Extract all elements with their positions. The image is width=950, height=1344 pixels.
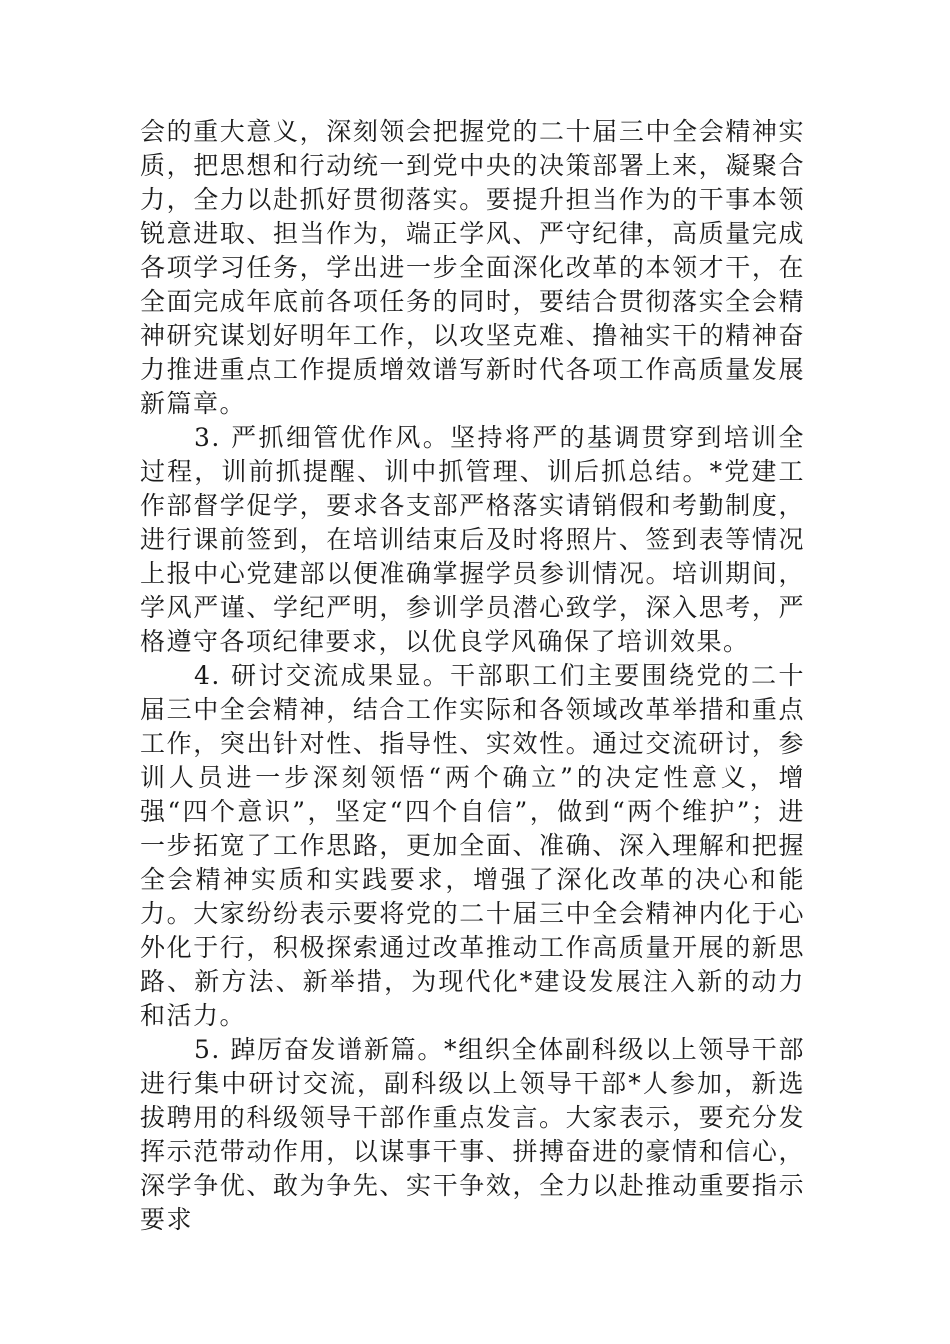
paragraph-section-5: 5. 踔厉奋发谱新篇。*组织全体副科级以上领导干部进行集中研讨交流，副科级以上领导干部*人参加，新选拔聘用的科级领导干部作重点发言。大家表示，要充分发挥示范带动作用，以谋事干事、拼搏奋进的豪情和信心，深学争优、敢为争先、实干争效，全力以赴推动重要指示要求 (140, 1035, 805, 1234)
paragraph-section-4: 4. 研讨交流成果显。干部职工们主要围绕党的二十届三中全会精神，结合工作实际和各领域改革举措和重点工作，突出针对性、指导性、实效性。通过交流研讨，参训人员进一步深刻领悟“两个确立”的决定性意义，增强“四个意识”，坚定“四个自信”，做到“两个维护”；进一步拓宽了工作思路，更加全面、准确、深入理解和把握全会精神实质和实践要求，增强了深化改革的决心和能力。大家纷纷表示要将党的二十届三中全会精神内化于心外化于行，积极探索通过改革推动工作高质量开展的新思路、新方法、新举措，为现代化*建设发展注入新的动力和活力。 (140, 661, 805, 1030)
paragraph-continuation: 会的重大意义，深刻领会把握党的二十届三中全会精神实质，把思想和行动统一到党中央的决策部署上来，凝聚合力，全力以赴抓好贯彻落实。要提升担当作为的干事本领锐意进取、担当作为，端正学风、严守纪律，高质量完成各项学习任务，学出进一步全面深化改革的本领才干，在全面完成年底前各项任务的同时，要结合贯彻落实全会精神研究谋划好明年工作，以攻坚克难、撸袖实干的精神奋力推进重点工作提质增效谱写新时代各项工作高质量发展新篇章。 (140, 117, 805, 418)
document-page (140, 115, 805, 1237)
paragraph-section-3: 3. 严抓细管优作风。坚持将严的基调贯穿到培训全过程，训前抓提醒、训中抓管理、训后抓总结。*党建工作部督学促学，要求各支部严格落实请销假和考勤制度，进行课前签到，在培训结束后及时将照片、签到表等情况上报中心党建部以便准确掌握学员参训情况。培训期间，学风严谨、学纪严明，参训学员潜心致学，深入思考，严格遵守各项纪律要求，以优良学风确保了培训效果。 (140, 423, 805, 656)
